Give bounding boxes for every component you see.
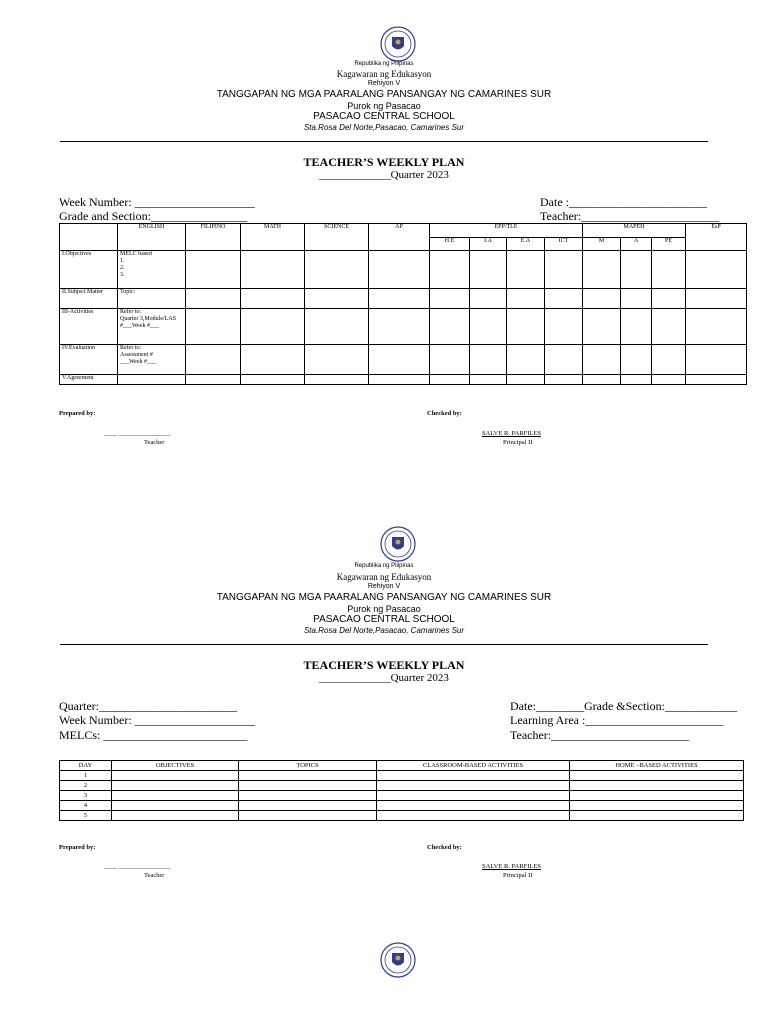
day-cell: 3 — [60, 791, 112, 801]
principal-name: SALVE R. PARFILES — [482, 863, 541, 870]
col-ea: E.A — [507, 238, 545, 251]
quarter-line: _____________Quarter 2023 — [319, 672, 449, 684]
week-number-field: Week Number: ____________________ — [59, 195, 255, 209]
table-row — [60, 375, 747, 385]
table-row — [60, 811, 744, 821]
district-text: Purok ng Pasacao — [347, 604, 421, 614]
day-cell: 1 — [60, 771, 112, 781]
date-field: Date :_______________________ — [540, 195, 707, 209]
row-label: III-Activities — [60, 309, 118, 345]
teacher-field: Teacher:_______________________ — [510, 728, 690, 742]
daily-plan-table — [59, 760, 744, 821]
republic-text: Republika ng Pilipinas — [354, 61, 414, 67]
row-label: II.Subject Matter — [60, 289, 118, 309]
col-mapeh: MAPEH — [583, 224, 686, 238]
english-cell: MELC based 1. 2. 3. — [118, 251, 186, 289]
republic-text: Republika ng Pilipinas — [354, 563, 414, 569]
col-esp: EsP — [686, 224, 747, 251]
col-day: DAY — [60, 761, 112, 771]
division-text: TANGGAPAN NG MGA PAARALANG PANSANGAY NG CAMARINES SUR — [216, 89, 552, 100]
col-music: M — [583, 238, 621, 251]
day-cell: 2 — [60, 781, 112, 791]
school-address: Sta.Rosa Del Norte,Pasacao, Camarines Sur — [303, 123, 465, 132]
table-row — [60, 801, 744, 811]
table-row — [60, 345, 747, 375]
col-ap: AP — [369, 224, 430, 251]
school-address: Sta.Rosa Del Norte,Pasacao, Camarines Sur — [303, 626, 465, 635]
weekly-plan-table — [59, 223, 747, 385]
school-name: PASACAO CENTRAL SCHOOL — [313, 614, 455, 625]
teacher-signature-line: ____ ________________ — [104, 430, 171, 437]
teacher-field: Teacher:_______________________ — [540, 209, 720, 223]
teacher-signature-label: Teacher — [144, 439, 165, 446]
region-text: Rehiyon V — [367, 583, 401, 590]
table-row — [60, 289, 747, 309]
plan-title: TEACHER’S WEEKLY PLAN — [303, 658, 465, 672]
col-ict: ICT — [545, 238, 583, 251]
row-label: V.Agreement — [60, 375, 118, 385]
col-topics: TOPICS — [239, 761, 377, 771]
checked-by-label: Checked by: — [427, 844, 462, 851]
prepared-by-label: Prepared by: — [59, 844, 96, 851]
table-row — [60, 771, 744, 781]
english-cell: Topic: — [118, 289, 186, 309]
row-label: IV.Evaluation — [60, 345, 118, 375]
principal-title: Principal II — [503, 872, 533, 879]
table-row — [60, 781, 744, 791]
principal-title: Principal II — [503, 439, 533, 446]
day-cell: 4 — [60, 801, 112, 811]
col-science: SCIENCE — [305, 224, 369, 251]
english-cell: Refer to: Assessment # ___Week #___ — [118, 345, 186, 375]
english-cell: Refer to: Quarter 3,Module/LAS #___Week #___ — [118, 309, 186, 345]
quarter-line: _____________Quarter 2023 — [319, 169, 449, 181]
col-english: ENGLISH — [118, 224, 186, 251]
english-cell — [118, 375, 186, 385]
deped-seal-icon — [380, 26, 416, 62]
table-row — [60, 251, 747, 289]
day-cell: 5 — [60, 811, 112, 821]
col-filipino: FILIPINO — [186, 224, 241, 251]
header-divider — [60, 141, 708, 142]
district-text: Purok ng Pasacao — [347, 101, 421, 111]
header-divider — [60, 644, 708, 645]
grade-section-field: Grade and Section:________________ — [59, 209, 247, 223]
col-objectives: OBJECTIVES — [112, 761, 239, 771]
deped-seal-icon — [380, 526, 416, 562]
deped-seal-icon — [380, 942, 416, 978]
table-row — [60, 309, 747, 345]
school-name: PASACAO CENTRAL SCHOOL — [313, 111, 455, 122]
quarter-field: Quarter:_______________________ — [59, 699, 237, 713]
teacher-signature-line: ____ ________________ — [104, 863, 171, 870]
region-text: Rehiyon V — [367, 80, 401, 87]
col-he: H.E — [430, 238, 470, 251]
col-arts: A — [621, 238, 652, 251]
week-number-field: Week Number: ____________________ — [59, 713, 255, 727]
department-text: Kagawaran ng Edukasyon — [336, 69, 432, 79]
division-text: TANGGAPAN NG MGA PAARALANG PANSANGAY NG CAMARINES SUR — [216, 592, 552, 603]
checked-by-label: Checked by: — [427, 410, 462, 417]
col-epp-tle: EPP/TLE — [430, 224, 583, 238]
teacher-signature-label: Teacher — [144, 872, 165, 879]
learning-area-field: Learning Area :_______________________ — [510, 713, 724, 727]
col-pe: PE — [652, 238, 686, 251]
col-home-activities: HOME –BASED ACTIVITIES — [570, 761, 744, 771]
col-ia: I.A — [470, 238, 507, 251]
col-classroom-activities: CLASSROOM-BASED ACTIVITIES — [377, 761, 570, 771]
col-math: MATH — [241, 224, 305, 251]
corner-cell — [60, 224, 118, 251]
row-label: I.Objectives — [60, 251, 118, 289]
prepared-by-label: Prepared by: — [59, 410, 96, 417]
melcs-field: MELCs: ________________________ — [59, 728, 248, 742]
date-grade-field: Date:________Grade &Section:____________ — [510, 699, 737, 713]
principal-name: SALVE R. PARFILES — [482, 430, 541, 437]
table-row — [60, 791, 744, 801]
department-text: Kagawaran ng Edukasyon — [336, 572, 432, 582]
plan-title: TEACHER’S WEEKLY PLAN — [303, 155, 465, 169]
